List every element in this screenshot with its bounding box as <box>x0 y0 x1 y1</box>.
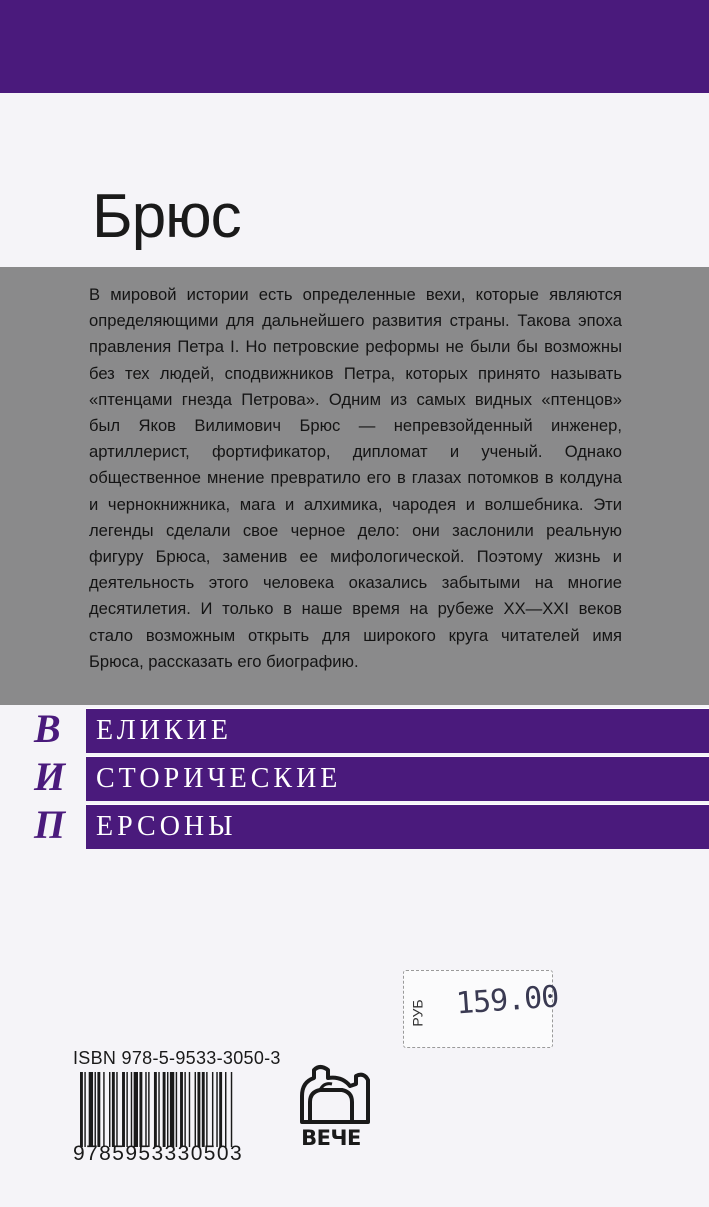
series-word: ЕЛИКИЕ <box>96 715 232 746</box>
series-initial-letter: В <box>34 706 61 751</box>
price-sticker <box>403 970 560 1048</box>
price-value: 159.00 <box>454 979 560 1022</box>
annotation-panel <box>0 267 709 705</box>
series-word: СТОРИЧЕСКИЕ <box>96 763 342 794</box>
series-bar <box>86 804 709 849</box>
publisher-name: ВЕЧЕ <box>301 1126 361 1150</box>
series-title-block <box>0 706 709 850</box>
series-initial-letter: П <box>34 802 66 847</box>
series-word: ЕРСОНЫ <box>96 811 237 842</box>
barcode-digits: 9785953330503 <box>73 1142 244 1165</box>
series-initial-letter: И <box>34 754 66 799</box>
series-line-2 <box>0 754 709 800</box>
top-color-band <box>0 0 709 93</box>
isbn-label: ISBN 978-5-9533-3050-3 <box>73 1048 281 1068</box>
barcode <box>80 1072 282 1147</box>
series-line-1 <box>0 706 709 752</box>
series-bar <box>86 708 709 753</box>
series-bar <box>86 756 709 801</box>
publisher-logo <box>290 1062 372 1156</box>
book-title: Брюс <box>92 182 241 251</box>
publisher-emblem-icon <box>290 1062 372 1128</box>
price-currency: РУБ <box>409 999 426 1027</box>
series-line-3 <box>0 802 709 848</box>
annotation-text: В мировой истории есть определенные вехи, которые являются определяющими для дальнейшего развития страны. Такова эпоха правления Петра I. Но петровские реформы не были бы возможны без тех людей, сподвижников Петра, которых принято называть «птенцами гнезда Петрова». Одним из самых видных «птенцов» был Яков Вилимович Брюс — непревзойденный инженер, артиллерист, фортификатор, дипломат и ученый. Однако общественное мнение превратило его в глазах потомков в колдуна и чернокнижника, мага и алхимика, чародея и волшебника. Эти легенды сделали свое черное дело: они заслонили реальную фигуру Брюса, заменив ее мифологической. Поэтому жизнь и деятельность этого человека оказались забытыми на многие десятилетия. И только в наше время на рубеже XX—XXI веков стало возможным открыть для широкого круга читателей имя Брюса, рассказать его биографию. <box>89 285 622 671</box>
